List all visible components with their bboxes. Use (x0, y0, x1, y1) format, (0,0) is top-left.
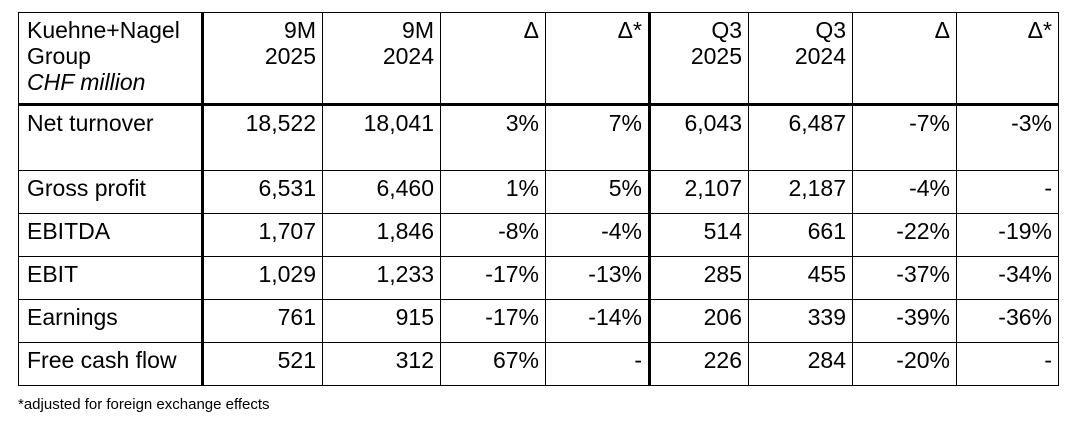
cell-9m-delta: -17% (441, 257, 546, 300)
cell-9m-delta-fx: -4% (546, 214, 650, 257)
cell-q3-delta: -37% (853, 257, 957, 300)
cell-q3-delta: -22% (853, 214, 957, 257)
cell-9m-delta-fx: - (546, 343, 650, 386)
cell-9m-2025: 1,707 (203, 214, 323, 257)
cell-9m-2025: 521 (203, 343, 323, 386)
cell-9m-delta: 3% (441, 105, 546, 171)
cell-q3-2025: 285 (650, 257, 749, 300)
cell-q3-2024: 284 (749, 343, 853, 386)
cell-9m-delta: 67% (441, 343, 546, 386)
row-label: EBITDA (19, 214, 203, 257)
cell-9m-delta-fx: 5% (546, 171, 650, 214)
cell-q3-2025: 2,107 (650, 171, 749, 214)
cell-q3-2024: 661 (749, 214, 853, 257)
cell-q3-delta-fx: -34% (957, 257, 1059, 300)
cell-q3-delta-fx: -3% (957, 105, 1059, 171)
cell-q3-delta: -20% (853, 343, 957, 386)
column-header-9m-delta: Δ (441, 13, 546, 105)
cell-q3-delta-fx: -36% (957, 300, 1059, 343)
column-header-9m-2025: 9M 2025 (203, 13, 323, 105)
row-label: Gross profit (19, 171, 203, 214)
column-header-9m-delta-fx: Δ* (546, 13, 650, 105)
table-row-net-turnover (19, 105, 1059, 171)
row-label: Earnings (19, 300, 203, 343)
cell-q3-2025: 206 (650, 300, 749, 343)
cell-q3-2024: 6,487 (749, 105, 853, 171)
column-header-q3-2024: Q3 2024 (749, 13, 853, 105)
cell-9m-2024: 1,233 (323, 257, 441, 300)
row-label: Net turnover (19, 105, 203, 171)
cell-9m-2024: 1,846 (323, 214, 441, 257)
column-header-q3-delta-fx: Δ* (957, 13, 1059, 105)
cell-9m-delta-fx: -14% (546, 300, 650, 343)
table-row-earnings (19, 300, 1059, 343)
table-row-ebitda (19, 214, 1059, 257)
cell-9m-2024: 6,460 (323, 171, 441, 214)
cell-9m-2025: 18,522 (203, 105, 323, 171)
table-row-gross-profit (19, 171, 1059, 214)
cell-9m-2025: 1,029 (203, 257, 323, 300)
cell-q3-delta-fx: -19% (957, 214, 1059, 257)
cell-9m-2024: 18,041 (323, 105, 441, 171)
row-label: EBIT (19, 257, 203, 300)
financial-results-table (18, 12, 1059, 386)
cell-9m-delta-fx: -13% (546, 257, 650, 300)
cell-q3-2025: 514 (650, 214, 749, 257)
row-label: Free cash flow (19, 343, 203, 386)
column-header-q3-delta: Δ (853, 13, 957, 105)
cell-q3-2025: 6,043 (650, 105, 749, 171)
table-label-header: Kuehne+Nagel Group CHF million (19, 13, 203, 105)
cell-9m-delta: -17% (441, 300, 546, 343)
cell-9m-2025: 6,531 (203, 171, 323, 214)
cell-9m-2024: 312 (323, 343, 441, 386)
table-row-ebit (19, 257, 1059, 300)
cell-q3-2024: 2,187 (749, 171, 853, 214)
cell-q3-delta-fx: - (957, 171, 1059, 214)
cell-q3-delta: -7% (853, 105, 957, 171)
footnote: *adjusted for foreign exchange effects (18, 396, 270, 413)
cell-q3-delta: -39% (853, 300, 957, 343)
cell-9m-2025: 761 (203, 300, 323, 343)
cell-9m-delta: 1% (441, 171, 546, 214)
cell-q3-2024: 339 (749, 300, 853, 343)
cell-9m-2024: 915 (323, 300, 441, 343)
cell-q3-2024: 455 (749, 257, 853, 300)
cell-q3-2025: 226 (650, 343, 749, 386)
table-header-row (19, 13, 1059, 105)
cell-q3-delta-fx: - (957, 343, 1059, 386)
column-header-9m-2024: 9M 2024 (323, 13, 441, 105)
cell-q3-delta: -4% (853, 171, 957, 214)
table-row-free-cash-flow (19, 343, 1059, 386)
cell-9m-delta: -8% (441, 214, 546, 257)
column-header-q3-2025: Q3 2025 (650, 13, 749, 105)
cell-9m-delta-fx: 7% (546, 105, 650, 171)
